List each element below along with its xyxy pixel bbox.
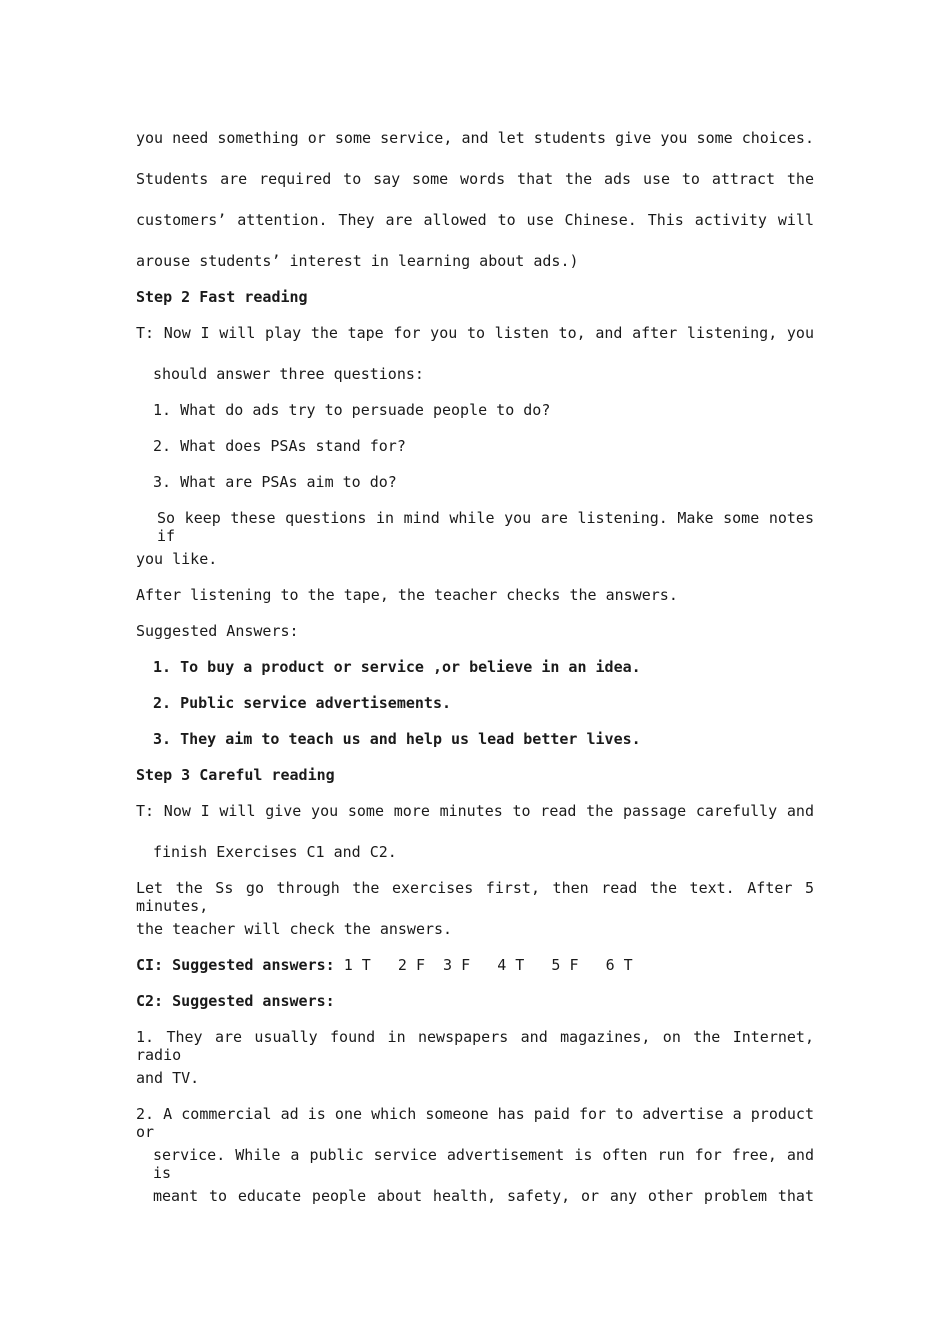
step2-suggested-label: Suggested Answers:	[136, 622, 299, 640]
step3-teacher-line-1: T: Now I will give you some more minutes to read the passage carefully and	[136, 802, 814, 820]
step2-keep-line-1: So keep these questions in mind while you are listening. Make some notes if	[157, 509, 814, 545]
c1-answers-line	[136, 956, 814, 974]
intro-line-1: you need something or some service, and let students give you some choices.	[136, 129, 814, 147]
step2-answer-1: 1. To buy a product or service ,or believe in an idea.	[153, 658, 641, 676]
c2-item-2-line-3: meant to educate people about health, safety, or any other problem that	[153, 1187, 814, 1205]
c2-item-2-line-1: 2. A commercial ad is one which someone has paid for to advertise a product or	[136, 1105, 814, 1141]
step3-heading: Step 3 Careful reading	[136, 766, 335, 784]
c2-item-1-line-2: and TV.	[136, 1069, 200, 1087]
step3-teacher-line-2: finish Exercises C1 and C2.	[153, 843, 397, 861]
step3-let-line-1: Let the Ss go through the exercises first, then read the text. After 5 minutes,	[136, 879, 814, 915]
intro-line-4: arouse students’ interest in learning about ads.)	[136, 252, 579, 270]
step2-teacher-line-1: T: Now I will play the tape for you to listen to, and after listening, you	[136, 324, 814, 342]
step2-question-1: 1. What do ads try to persuade people to do?	[153, 401, 551, 419]
c2-item-2-line-2: service. While a public service advertisement is often run for free, and is	[153, 1146, 814, 1182]
step2-keep-line-2: you like.	[136, 550, 218, 568]
intro-line-3: customers’ attention. They are allowed to use Chinese. This activity will	[136, 211, 814, 229]
c1-label: CI: Suggested answers:	[136, 956, 335, 974]
step2-heading: Step 2 Fast reading	[136, 288, 308, 306]
step2-answer-3: 3. They aim to teach us and help us lead better lives.	[153, 730, 641, 748]
c1-values: 1 T 2 F 3 F 4 T 5 F 6 T	[334, 956, 633, 974]
intro-line-2: Students are required to say some words that the ads use to attract the	[136, 170, 814, 188]
c2-item-1-line-1: 1. They are usually found in newspapers and magazines, on the Internet, radio	[136, 1028, 814, 1064]
step3-let-line-2: the teacher will check the answers.	[136, 920, 453, 938]
step2-question-2: 2. What does PSAs stand for?	[153, 437, 406, 455]
step2-question-3: 3. What are PSAs aim to do?	[153, 473, 397, 491]
step2-teacher-line-2: should answer three questions:	[153, 365, 424, 383]
step2-after-listening: After listening to the tape, the teacher checks the answers.	[136, 586, 678, 604]
c2-label: C2: Suggested answers:	[136, 992, 335, 1010]
step2-answer-2: 2. Public service advertisements.	[153, 694, 452, 712]
